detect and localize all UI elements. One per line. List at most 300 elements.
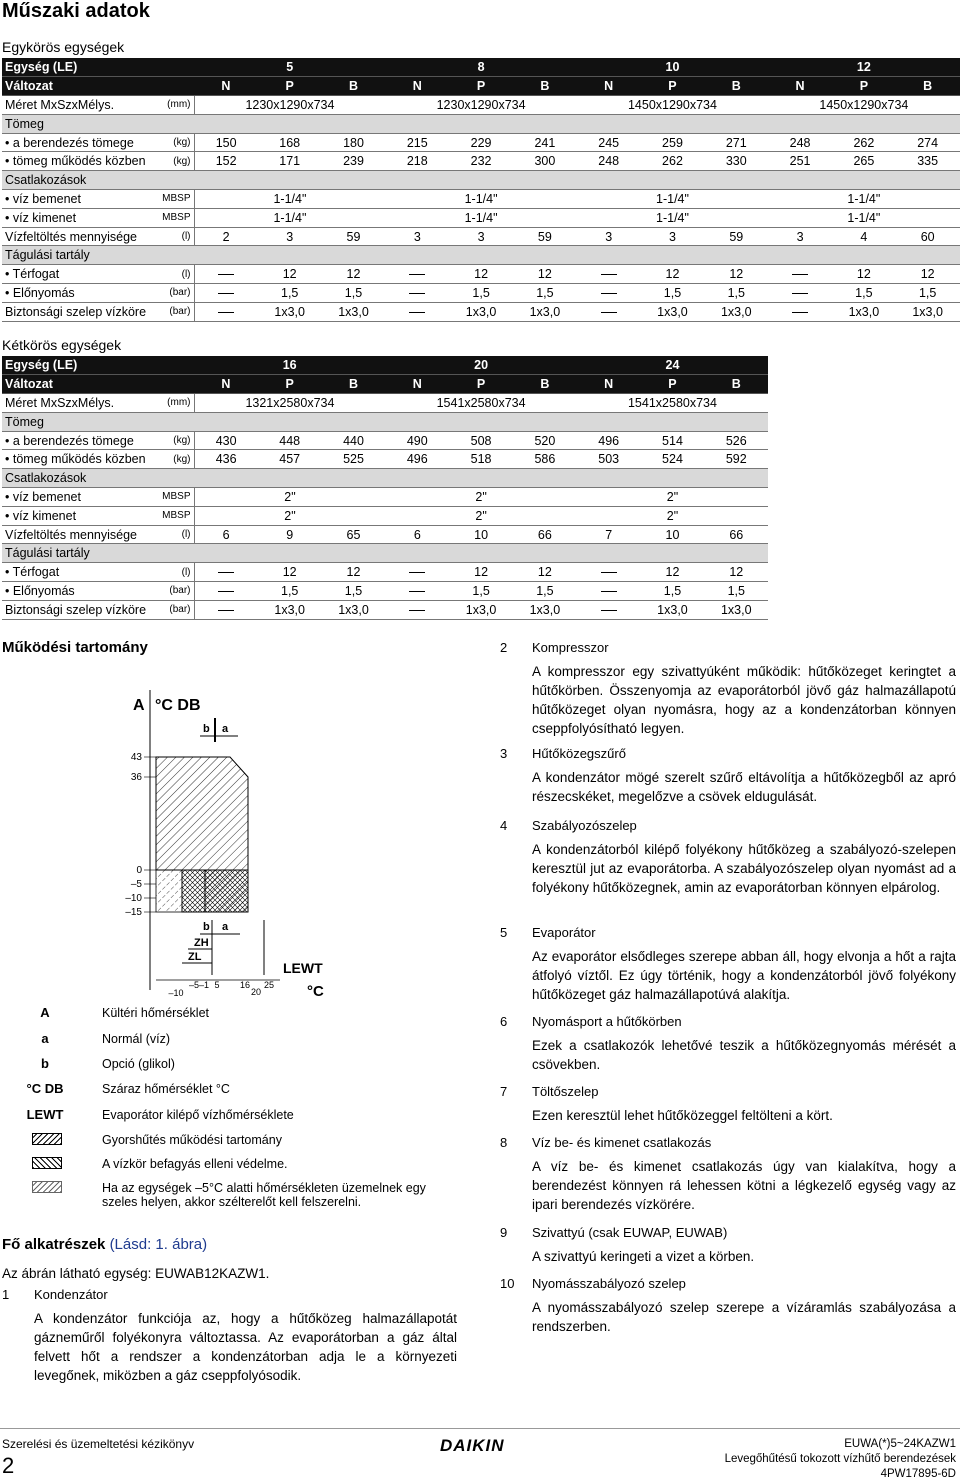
row-label: • tömeg működés közben <box>2 152 150 171</box>
value-cell <box>194 600 258 619</box>
x-tick-25: 25 <box>263 980 275 990</box>
value-cell: 248 <box>768 133 832 152</box>
value-cell: 171 <box>258 152 322 171</box>
row-label: • víz bemenet <box>2 190 150 209</box>
value-cell: 1321x2580x734 <box>194 394 385 413</box>
water-outlet-row <box>2 208 960 227</box>
value-cell: 526 <box>704 431 768 450</box>
value-cell: 271 <box>704 133 768 152</box>
value-cell: 1,5 <box>322 582 386 601</box>
row-label: • Térfogat <box>2 265 150 284</box>
row-label: • Előnyomás <box>2 284 150 303</box>
chart-label-zh: ZH <box>194 937 209 949</box>
value-cell: 2" <box>385 488 576 507</box>
value-cell: 518 <box>449 450 513 469</box>
row-unit: (bar) <box>150 582 194 601</box>
variant-header-cell: N <box>768 77 832 96</box>
footer-manual-title: Szerelési és üzemeltetési kézikönyv <box>2 1437 195 1451</box>
group-label: Csatlakozások <box>2 171 960 190</box>
value-cell: 229 <box>449 133 513 152</box>
value-cell: 1-1/4" <box>577 208 768 227</box>
value-cell <box>577 563 641 582</box>
group-label: Tágulási tartály <box>2 246 960 265</box>
variant-header-cell: P <box>258 375 322 394</box>
legend-key: b <box>41 1056 49 1071</box>
value-cell: 1x3,0 <box>258 600 322 619</box>
value-cell <box>385 563 449 582</box>
part-number: 1 <box>2 1287 10 1302</box>
value-cell: 335 <box>896 152 960 171</box>
chart-label-deg-c: °C <box>307 983 324 1000</box>
value-cell <box>385 302 449 321</box>
value-cell: 7 <box>577 525 641 544</box>
value-cell: 12 <box>258 265 322 284</box>
value-cell: 218 <box>385 152 449 171</box>
value-cell: 508 <box>449 431 513 450</box>
value-cell: 1x3,0 <box>641 302 705 321</box>
unit-weight-row <box>2 133 960 152</box>
row-unit: (mm) <box>150 96 194 115</box>
value-cell: 215 <box>385 133 449 152</box>
value-cell: 248 <box>577 152 641 171</box>
footer-model: EUWA(*)5~24KAZW1 <box>844 1438 956 1450</box>
variant-header-cell: P <box>641 77 705 96</box>
y-tick-43: 43 <box>130 752 142 763</box>
part-title: Víz be- és kimenet csatlakozás <box>532 1135 712 1150</box>
unit-header-label: Egység (LE) <box>2 58 194 77</box>
part-description: A kompresszor egy szivattyúként működik: hűtőközeget keringtet a hűtőkörben. Összenyomja az evaporátorból jövő gáz halmazállapotú hűtőközeget olyan nyomásra, hogy az a kondenzátorban könnyen cseppfolyósítható legyen. <box>532 664 956 736</box>
legend-key: a <box>41 1031 49 1046</box>
x-tick-20: 20 <box>250 987 262 997</box>
x-tick-m1: –1 <box>198 980 210 990</box>
row-unit: (l) <box>150 525 194 544</box>
value-cell: 259 <box>641 133 705 152</box>
operating-weight-row <box>2 152 960 171</box>
connections-group-row <box>2 171 960 190</box>
row-label: • Térfogat <box>2 563 150 582</box>
value-cell: 10 <box>641 525 705 544</box>
value-cell: 180 <box>322 133 386 152</box>
value-cell <box>577 600 641 619</box>
row-unit: (l) <box>150 563 194 582</box>
unit-weight-row <box>2 431 768 450</box>
row-label: • tömeg működés közben <box>2 450 150 469</box>
footer-code: 4PW17895-6D <box>880 1468 956 1480</box>
variant-header-cell: B <box>704 375 768 394</box>
variant-header-cell: P <box>832 77 896 96</box>
group-label: Tágulási tartály <box>2 544 768 563</box>
variant-header-cell: B <box>513 77 577 96</box>
row-label: • víz kimenet <box>2 208 150 227</box>
legend-text: Kültéri hőmérséklet <box>102 1006 209 1020</box>
value-cell: 1230x1290x734 <box>194 96 385 115</box>
value-cell: 1,5 <box>322 284 386 303</box>
figure-reference-link[interactable]: (Lásd: 1. ábra) <box>109 1236 208 1253</box>
daikin-logo: DAIKIN <box>440 1436 505 1455</box>
row-unit: (kg) <box>150 431 194 450</box>
legend-text: Evaporátor kilépő vízhőmérséklete <box>102 1108 294 1122</box>
value-cell: 12 <box>641 563 705 582</box>
row-unit: (kg) <box>150 450 194 469</box>
value-cell: 66 <box>704 525 768 544</box>
value-cell: 12 <box>513 563 577 582</box>
value-cell: 430 <box>194 431 258 450</box>
value-cell: 520 <box>513 431 577 450</box>
part-title: Nyomásport a hűtőkörben <box>532 1014 682 1029</box>
legend-key: °C DB <box>26 1081 64 1096</box>
value-cell <box>577 302 641 321</box>
footer-page-number: 2 <box>2 1453 15 1478</box>
row-unit: (kg) <box>150 152 194 171</box>
variant-header-cell: N <box>577 375 641 394</box>
part-description: A kondenzátorból kilépő folyékony hűtőközeg a szabályozó-szelepen keresztül jut az evaporátorba. A szabályozószelep olyan nyomást ad a folyékony hűtőközegnek, amin az evaporátorban könnyen elpárolog. <box>532 842 956 895</box>
single-circuit-title: Egykörös egységek <box>2 39 125 55</box>
main-parts-heading: Fő alkatrészek <box>2 1236 106 1253</box>
value-cell: 12 <box>513 265 577 284</box>
value-cell: 66 <box>513 525 577 544</box>
value-cell: 1,5 <box>258 284 322 303</box>
y-tick-m5: –5 <box>130 879 142 890</box>
part-description: A kondenzátor mögé szerelt szűrő eltávolítja a hűtőközegből az apró részecskéket, megelőzve a csövek eldugulását. <box>532 770 956 804</box>
value-cell: 6 <box>194 525 258 544</box>
value-cell: 59 <box>704 227 768 246</box>
chart-label-lewt: LEWT <box>283 960 323 976</box>
row-label: • a berendezés tömege <box>2 133 150 152</box>
row-unit: (bar) <box>150 600 194 619</box>
value-cell <box>385 582 449 601</box>
x-tick-16: 16 <box>239 980 251 990</box>
value-cell: 496 <box>385 450 449 469</box>
value-cell: 12 <box>832 265 896 284</box>
value-cell <box>768 265 832 284</box>
value-cell: 1x3,0 <box>258 302 322 321</box>
value-cell: 503 <box>577 450 641 469</box>
value-cell: 448 <box>258 431 322 450</box>
tank-volume-row <box>2 563 768 582</box>
value-cell: 60 <box>896 227 960 246</box>
footer-description: Levegőhűtésű tokozott vízhűtő berendezések <box>724 1453 956 1465</box>
water-fill-row <box>2 227 960 246</box>
value-cell: 12 <box>896 265 960 284</box>
main-parts-title <box>2 1236 207 1253</box>
footer-rule <box>0 1428 960 1429</box>
value-cell: 1450x1290x734 <box>768 96 959 115</box>
weight-group-row <box>2 114 960 133</box>
chart-label-b-top: b <box>203 723 210 735</box>
variant-header-cell: P <box>449 77 513 96</box>
legend-text: A vízkör befagyás elleni védelme. <box>102 1157 288 1171</box>
value-cell <box>768 284 832 303</box>
value-cell: 59 <box>513 227 577 246</box>
variant-header-cell: B <box>896 77 960 96</box>
row-label: • víz kimenet <box>2 506 150 525</box>
value-cell: 2" <box>385 506 576 525</box>
value-cell <box>194 302 258 321</box>
unit-header-cell: 20 <box>385 356 576 375</box>
tank-precharge-row <box>2 582 768 601</box>
safety-valve-row <box>2 302 960 321</box>
part-title: Szivattyú (csak EUWAP, EUWAB) <box>532 1225 728 1240</box>
part-number: 7 <box>500 1084 508 1099</box>
value-cell <box>194 284 258 303</box>
size-row <box>2 96 960 115</box>
value-cell: 65 <box>322 525 386 544</box>
legend-text: Opció (glikol) <box>102 1057 175 1071</box>
part-number: 3 <box>500 746 508 761</box>
value-cell: 1,5 <box>896 284 960 303</box>
part-number: 2 <box>500 640 508 655</box>
row-label: • a berendezés tömege <box>2 431 150 450</box>
value-cell: 1230x1290x734 <box>385 96 576 115</box>
value-cell: 440 <box>322 431 386 450</box>
part-title: Hűtőközegszűrő <box>532 746 626 761</box>
part-title: Nyomásszabályozó szelep <box>532 1276 686 1291</box>
tank-volume-row <box>2 265 960 284</box>
unit-header-cell: 24 <box>577 356 768 375</box>
value-cell: 1541x2580x734 <box>385 394 576 413</box>
value-cell <box>577 284 641 303</box>
value-cell: 457 <box>258 450 322 469</box>
unit-header-label: Egység (LE) <box>2 356 194 375</box>
value-cell: 12 <box>449 265 513 284</box>
value-cell: 1x3,0 <box>322 302 386 321</box>
double-circuit-table <box>2 356 768 620</box>
legend-text: Száraz hőmérséklet °C <box>102 1082 230 1096</box>
water-fill-row <box>2 525 768 544</box>
variant-header-label: Változat <box>2 77 194 96</box>
legend-text: Ha az egységek –5°C alatti hőmérsékleten üzemelnek egy szeles helyen, akkor szélterelőt kell felszerelni. <box>102 1181 426 1209</box>
value-cell <box>577 582 641 601</box>
value-cell: 592 <box>704 450 768 469</box>
page-title: Műszaki adatok <box>2 0 150 22</box>
row-label: Biztonsági szelep vízköre <box>2 302 150 321</box>
variant-header-cell: P <box>258 77 322 96</box>
value-cell: 12 <box>704 265 768 284</box>
value-cell: 1-1/4" <box>194 208 385 227</box>
variant-header-cell: B <box>704 77 768 96</box>
variant-header-row <box>2 77 960 96</box>
value-cell: 2" <box>194 506 385 525</box>
value-cell: 514 <box>641 431 705 450</box>
value-cell: 1x3,0 <box>641 600 705 619</box>
legend-text: Normál (víz) <box>102 1032 171 1046</box>
value-cell: 2" <box>194 488 385 507</box>
water-inlet-row <box>2 488 768 507</box>
chart-label-zl: ZL <box>188 951 202 963</box>
row-unit: MBSP <box>150 208 194 227</box>
part-number: 5 <box>500 925 508 940</box>
variant-header-label: Változat <box>2 375 194 394</box>
value-cell: 1,5 <box>704 582 768 601</box>
value-cell: 12 <box>641 265 705 284</box>
tank-precharge-row <box>2 284 960 303</box>
legend-key: LEWT <box>26 1107 64 1122</box>
part-title: Kondenzátor <box>34 1287 108 1302</box>
value-cell: 262 <box>832 133 896 152</box>
value-cell: 9 <box>258 525 322 544</box>
variant-header-cell: B <box>322 77 386 96</box>
part-number: 8 <box>500 1135 508 1150</box>
legend-key: A <box>40 1005 50 1020</box>
legend-swatch-icon <box>32 1181 62 1193</box>
value-cell: 1,5 <box>449 582 513 601</box>
part-description: A szivattyú keringeti a vizet a körben. <box>532 1249 755 1264</box>
chart-axis-cdb: °C DB <box>155 697 201 714</box>
row-label: Méret MxSzxMélys. <box>2 394 150 413</box>
value-cell: 150 <box>194 133 258 152</box>
value-cell: 3 <box>258 227 322 246</box>
variant-header-row <box>2 375 768 394</box>
unit-header-cell: 10 <box>577 58 768 77</box>
value-cell: 232 <box>449 152 513 171</box>
main-parts-intro: Az ábrán látható egység: EUWAB12KAZW1. <box>2 1266 270 1281</box>
variant-header-cell: B <box>513 375 577 394</box>
value-cell: 586 <box>513 450 577 469</box>
value-cell: 168 <box>258 133 322 152</box>
legend-text: Gyorshűtés működési tartomány <box>102 1133 282 1147</box>
part-description: A víz be- és kimenet csatlakozás úgy van kialakítva, hogy a berendezést könnyen rá lehessen kötni a légkezelő egység vagy az ipari berendezés vízkörére. <box>532 1159 956 1212</box>
value-cell: 1x3,0 <box>322 600 386 619</box>
value-cell <box>194 563 258 582</box>
variant-header-cell: N <box>577 77 641 96</box>
value-cell: 330 <box>704 152 768 171</box>
value-cell: 1-1/4" <box>577 190 768 209</box>
value-cell: 12 <box>322 563 386 582</box>
operating-weight-row <box>2 450 768 469</box>
part-number: 6 <box>500 1014 508 1029</box>
part-title: Szabályozószelep <box>532 818 637 833</box>
value-cell: 3 <box>641 227 705 246</box>
legend-swatch-icon <box>32 1133 62 1145</box>
part-number: 10 <box>500 1276 515 1291</box>
value-cell: 265 <box>832 152 896 171</box>
value-cell: 1,5 <box>832 284 896 303</box>
unit-header-cell: 5 <box>194 58 385 77</box>
operating-range-title: Működési tartomány <box>2 639 148 656</box>
unit-header-cell: 12 <box>768 58 959 77</box>
size-row <box>2 394 768 413</box>
row-label: • víz bemenet <box>2 488 150 507</box>
value-cell: 3 <box>577 227 641 246</box>
row-unit: MBSP <box>150 488 194 507</box>
value-cell: 4 <box>832 227 896 246</box>
value-cell: 1,5 <box>704 284 768 303</box>
value-cell: 300 <box>513 152 577 171</box>
chart-axis-A: A <box>133 697 145 714</box>
chart-label-a-bottom: a <box>222 921 229 933</box>
value-cell: 3 <box>385 227 449 246</box>
value-cell: 1,5 <box>513 582 577 601</box>
part-title: Töltőszelep <box>532 1084 599 1099</box>
value-cell: 1x3,0 <box>896 302 960 321</box>
value-cell: 1541x2580x734 <box>577 394 768 413</box>
group-label: Tömeg <box>2 114 960 133</box>
safety-valve-row <box>2 600 768 619</box>
value-cell: 525 <box>322 450 386 469</box>
value-cell: 1x3,0 <box>449 302 513 321</box>
unit-header-cell: 8 <box>385 58 576 77</box>
operating-range-diagram <box>100 680 350 1010</box>
value-cell: 1x3,0 <box>704 600 768 619</box>
value-cell <box>385 284 449 303</box>
variant-header-cell: N <box>385 375 449 394</box>
value-cell <box>385 265 449 284</box>
value-cell: 2" <box>577 506 768 525</box>
footer-product-info <box>725 1437 956 1481</box>
value-cell: 1x3,0 <box>449 600 513 619</box>
value-cell: 251 <box>768 152 832 171</box>
row-label: Biztonsági szelep vízköre <box>2 600 150 619</box>
value-cell: 3 <box>449 227 513 246</box>
weight-group-row <box>2 412 768 431</box>
value-cell: 1450x1290x734 <box>577 96 768 115</box>
value-cell: 1-1/4" <box>194 190 385 209</box>
unit-header-row <box>2 356 768 375</box>
part-description: Ezen keresztül lehet hűtőközeggel feltölteni a kört. <box>532 1108 833 1123</box>
chart-label-a-top: a <box>222 723 229 735</box>
value-cell: 1-1/4" <box>768 190 959 209</box>
part-title: Kompresszor <box>532 640 609 655</box>
value-cell: 1-1/4" <box>768 208 959 227</box>
value-cell: 1,5 <box>258 582 322 601</box>
value-cell: 1,5 <box>513 284 577 303</box>
value-cell: 3 <box>768 227 832 246</box>
value-cell: 1,5 <box>641 582 705 601</box>
group-label: Tömeg <box>2 412 768 431</box>
value-cell: 1x3,0 <box>513 302 577 321</box>
group-label: Csatlakozások <box>2 469 768 488</box>
value-cell: 59 <box>322 227 386 246</box>
value-cell: 10 <box>449 525 513 544</box>
value-cell: 496 <box>577 431 641 450</box>
part-number: 9 <box>500 1225 508 1240</box>
row-unit: MBSP <box>150 190 194 209</box>
unit-header-cell: 16 <box>194 356 385 375</box>
row-unit: (mm) <box>150 394 194 413</box>
variant-header-cell: P <box>449 375 513 394</box>
value-cell: 490 <box>385 431 449 450</box>
variant-header-cell: N <box>194 375 258 394</box>
x-tick-5: 5 <box>214 980 220 990</box>
value-cell: 2" <box>577 488 768 507</box>
value-cell: 1-1/4" <box>385 208 576 227</box>
expansion-tank-group-row <box>2 246 960 265</box>
value-cell: 1,5 <box>449 284 513 303</box>
row-label: Méret MxSzxMélys. <box>2 96 150 115</box>
variant-header-cell: N <box>194 77 258 96</box>
expansion-tank-group-row <box>2 544 768 563</box>
value-cell: 1x3,0 <box>704 302 768 321</box>
y-tick-0: 0 <box>136 865 142 876</box>
single-circuit-table <box>2 58 960 322</box>
value-cell <box>577 265 641 284</box>
value-cell: 6 <box>385 525 449 544</box>
y-tick-m10: –10 <box>125 893 142 904</box>
x-tick-m10: –10 <box>168 988 184 998</box>
connections-group-row <box>2 469 768 488</box>
legend-swatch-icon <box>32 1157 62 1169</box>
value-cell: 12 <box>322 265 386 284</box>
value-cell: 1x3,0 <box>832 302 896 321</box>
part-title: Evaporátor <box>532 925 596 940</box>
row-unit: (bar) <box>150 302 194 321</box>
value-cell: 241 <box>513 133 577 152</box>
row-label: Vízfeltöltés mennyisége <box>2 227 150 246</box>
row-unit: (l) <box>150 265 194 284</box>
value-cell: 1x3,0 <box>513 600 577 619</box>
part-number: 4 <box>500 818 508 833</box>
variant-header-cell: N <box>385 77 449 96</box>
